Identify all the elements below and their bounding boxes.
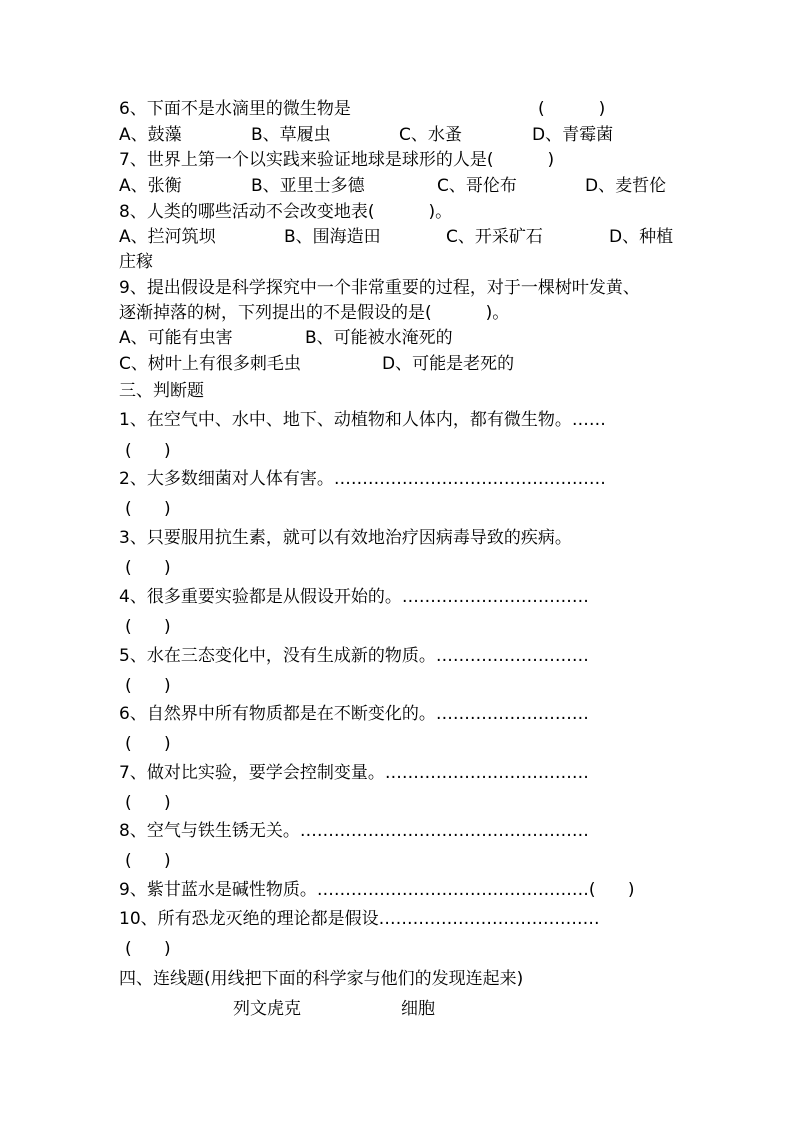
judge-item-9: 9、紫甘蓝水是碱性物质。…………………………………………( ) (119, 880, 635, 900)
judge-item-4: 4、很多重要实验都是从假设开始的。…………………………… (119, 587, 589, 607)
mc-q9-option-d: D、可能是老死的 (382, 354, 515, 374)
judge-item-10: 10、所有恐龙灭绝的理论都是假设………………………………… (119, 909, 600, 929)
mc-q7-stem: 7、世界上第一个以实践来验证地球是球形的人是( ) (119, 150, 555, 170)
judge-item-7-paren: ( ) (125, 793, 171, 813)
mc-q7-option-b: B、亚里士多德 (251, 176, 365, 196)
judge-item-8-paren: ( ) (125, 851, 171, 871)
judge-item-3-paren: ( ) (125, 558, 171, 578)
judge-item-5: 5、水在三态变化中，没有生成新的物质。……………………… (119, 646, 589, 666)
judge-item-1: 1、在空气中、水中、地下、动植物和人体内，都有微生物。…… (119, 410, 606, 430)
mc-q6-option-a: A、鼓藻 (119, 125, 182, 145)
judge-item-1-paren: ( ) (125, 441, 171, 461)
judge-item-6: 6、自然界中所有物质都是在不断变化的。……………………… (119, 704, 589, 724)
match-scientist: 列文虎克 (233, 999, 301, 1019)
mc-q9-option-c: C、树叶上有很多刺毛虫 (119, 354, 301, 374)
judge-item-10-paren: ( ) (125, 939, 171, 959)
mc-q9-stem-line2: 逐渐掉落的树，下列提出的不是假设的是( )。 (119, 303, 510, 323)
judge-item-7: 7、做对比实验，要学会控制变量。……………………………… (119, 763, 589, 783)
mc-q9-stem-line1: 9、提出假设是科学探究中一个非常重要的过程，对于一棵树叶发黄、 (119, 278, 640, 298)
mc-q9-option-b: B、可能被水淹死的 (305, 328, 453, 348)
mc-q9-option-a: A、可能有虫害 (119, 328, 233, 348)
mc-q6-option-c: C、水蚤 (399, 125, 462, 145)
judge-item-5-paren: ( ) (125, 676, 171, 696)
judge-item-4-paren: ( ) (125, 617, 171, 637)
match-discovery: 细胞 (401, 999, 435, 1019)
section-heading-match: 四、连线题(用线把下面的科学家与他们的发现连起来) (119, 969, 524, 989)
judge-item-3: 3、只要服用抗生素，就可以有效地治疗因病毒导致的疾病。 (119, 528, 572, 548)
mc-q6-option-d: D、青霉菌 (532, 125, 614, 145)
judge-item-2: 2、大多数细菌对人体有害。………………………………………… (119, 469, 606, 489)
mc-q8-option-d: D、种植 (609, 227, 674, 247)
judge-item-8: 8、空气与铁生锈无关。…………………………………………… (119, 821, 589, 841)
mc-q7-option-a: A、张衡 (119, 176, 182, 196)
mc-q8-wrap: 庄稼 (119, 252, 153, 272)
mc-q6-paren: ( ) (538, 99, 606, 119)
judge-item-2-paren: ( ) (125, 499, 171, 519)
mc-q7-option-d: D、麦哲伦 (585, 176, 667, 196)
mc-q6-option-b: B、草履虫 (251, 125, 331, 145)
mc-q8-stem: 8、人类的哪些活动不会改变地表( )。 (119, 202, 453, 222)
mc-q7-option-c: C、哥伦布 (437, 176, 517, 196)
mc-q6-stem: 6、下面不是水滴里的微生物是 (119, 99, 351, 119)
judge-item-6-paren: ( ) (125, 734, 171, 754)
mc-q8-option-a: A、拦河筑坝 (119, 227, 216, 247)
section-heading-judge: 三、判断题 (119, 381, 204, 401)
mc-q8-option-c: C、开采矿石 (446, 227, 543, 247)
mc-q8-option-b: B、围海造田 (284, 227, 381, 247)
